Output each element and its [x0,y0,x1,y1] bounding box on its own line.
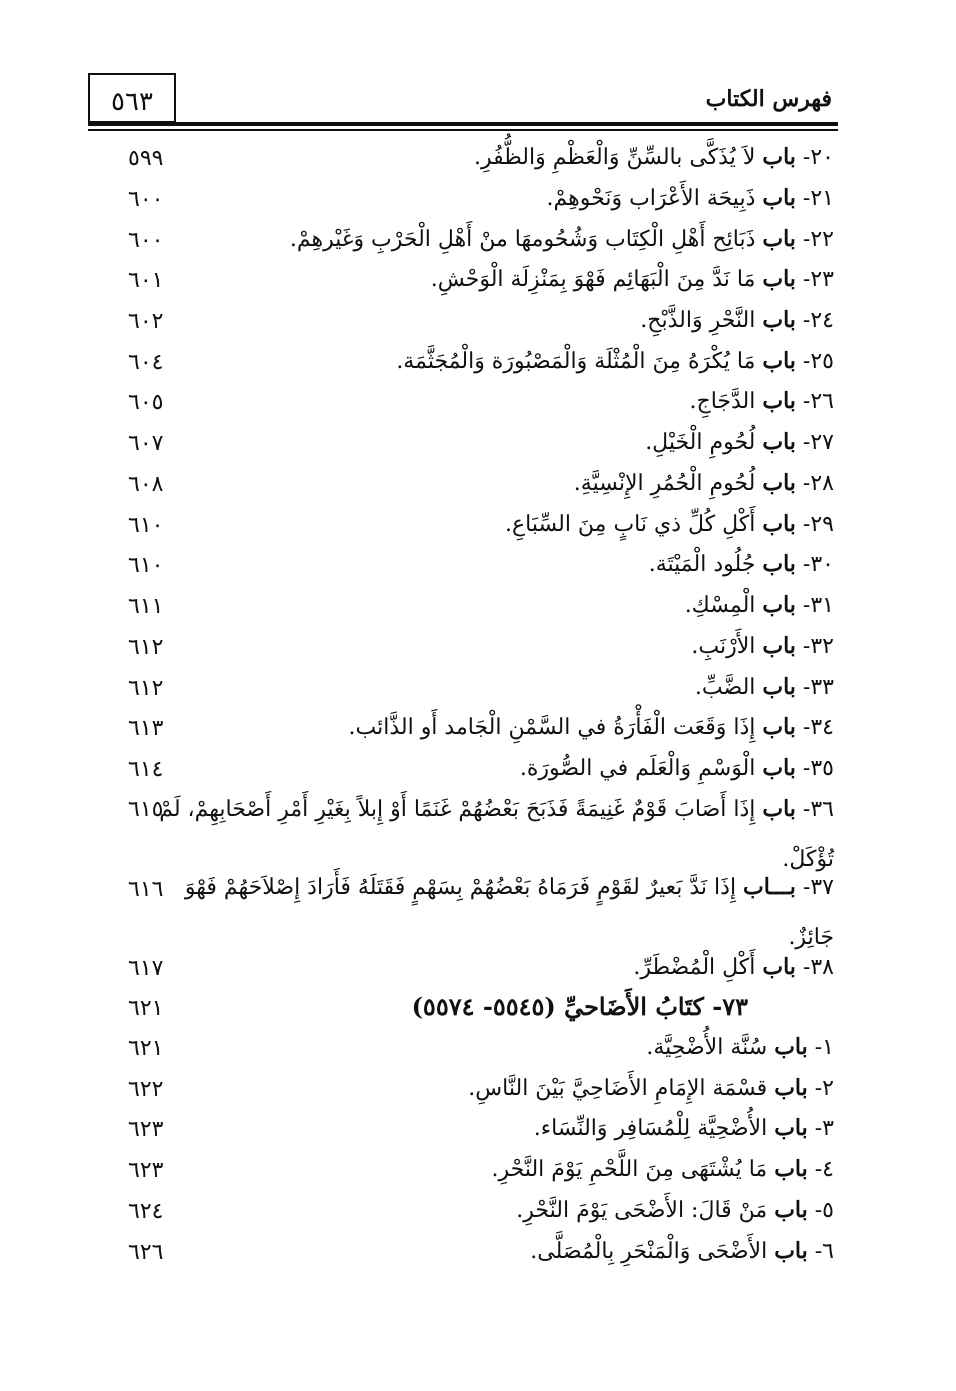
entry-title: ٣٢- باب الأَرْنَبِ. [691,633,834,659]
entry-title: ٢٩- باب أَكْلِ كُلِّ ذي نَابٍ مِنَ السِّبَاعِ. [505,511,834,537]
entry-title: ٢٠- باب لاَ يُذَكَّى بالسِّنِّ وَالْعَظْمِ وَالظُّفُرِ. [473,144,834,170]
entry-page-number: ٦٠٥ [128,390,164,415]
entry-title: ٢- باب قسْمَة الإِمَامِ الأَضَاحِيَّ بَيْنَ النَّاسِ. [468,1075,834,1101]
entry-title: ٣٦- باب إِذَا أَصَابَ قَوْمٌ غَنِيمَةً فَذَبَحَ بَعْضُهُمْ غَنَمًا أَوْ إِبلاً بِغَيْرِ أَمْرِ أَصْحَابِهِمْ، لَمْ تُؤْكَلْ. [159,796,834,872]
entry-page-number: ٦١٣ [128,716,164,741]
entry-page-number: ٥٩٩ [128,146,164,171]
bab-keyword: بـــاب [743,874,796,900]
entry-title: ٣١- باب الْمِسْكِ. [684,592,834,618]
bab-keyword: باب [762,796,796,822]
entry-page-number: ٦٢٢ [128,1077,164,1102]
bab-keyword: باب [762,266,796,292]
entry-page-number: ٦١٢ [128,676,164,701]
bab-keyword: باب [762,674,796,700]
entry-title: ٦- باب الأَضْحَى وَالْمَنْحَرِ بِالْمُصَلَّى. [530,1238,834,1264]
header-rule-thin [88,129,838,131]
page-number: ٥٦٣ [111,87,153,117]
bab-keyword: باب [762,226,796,252]
entry-title: ٢٤- باب النَّحْرِ وَالذَّبْحِ. [640,307,834,333]
entry-page-number: ٦٠٤ [128,350,164,375]
entry-page-number: ٦٢٦ [128,1240,164,1265]
entry-title: ٢٢- باب ذَبَائِح أَهْلِ الْكِتَاب وَشُحُومهَا منْ أَهْلِ الْحَرْبِ وَغَيْرهِمْ. [289,226,834,252]
entry-title: ٢٣- باب مَا نَدَّ مِنَ الْبَهَائِم فَهْوَ بِمَنْزِلَة الْوَحْشِ. [430,266,834,292]
entry-page-number: ٦١٠ [128,553,164,578]
entry-title: ٣٠- باب جُلُود الْمَيْتَة. [648,551,834,577]
entry-page-number: ٦٢٣ [128,1158,164,1183]
entry-page-number: ٦١٧ [128,956,164,981]
bab-keyword: باب [762,592,796,618]
bab-keyword: باب [762,633,796,659]
bab-keyword: باب [762,429,796,455]
entry-page-number: ٦٠٧ [128,431,164,456]
entry-title: ٥- باب مَنْ قَالَ: الأَضْحَى يَوْمَ النَّحْرِ. [516,1197,834,1223]
page-number-box [88,73,176,123]
entry-title: ٣٤- باب إِذَا وَقَعَت الْفَأْرَةُ في السَّمْنِ الْجَامد أَو الذَّائب. [348,714,834,740]
entry-page-number: ٦١٠ [128,513,164,538]
bab-keyword: باب [774,1238,808,1264]
entry-page-number: ٦٢٣ [128,1117,164,1142]
entry-page-number: ٦١٦ [128,877,164,902]
entry-title: ٣٨- باب أَكْلِ الْمُضْطَرِّ. [633,954,834,980]
bab-keyword: باب [774,1115,808,1141]
bab-keyword: باب [762,348,796,374]
entry-title: ٤- باب مَا يُشْتَهَى مِنَ اللَّحْمِ يَوْمَ النَّحْرِ. [491,1156,834,1182]
entry-title: ٢١- باب ذَبِيحَة الأَعْرَاب وَنَحْوهِمْ. [546,185,834,211]
book-heading-title: ٧٣- كتَابُ الأَضَاحيِّ (٥٥٤٥- ٥٥٧٤) [411,992,748,1021]
entry-title: ٢٦- باب الدَّجَاجِ. [689,388,834,414]
bab-keyword: باب [774,1075,808,1101]
bab-keyword: باب [762,388,796,414]
entry-page-number: ٦١٥ [128,797,164,822]
bab-keyword: باب [762,755,796,781]
entry-title: ٢٧- باب لُحُومِ الْخَيْلِ. [645,429,834,455]
entry-page-number: ٦١٤ [128,757,164,782]
entry-title: ١- باب سُنَّة الأُضْحِيَّة. [646,1034,834,1060]
entry-page-number: ٦٠٠ [128,228,164,253]
bab-keyword: باب [762,470,796,496]
entry-page-number: ٦١٢ [128,635,164,660]
bab-keyword: باب [762,144,796,170]
bab-keyword: باب [762,511,796,537]
entry-page-number: ٦١١ [128,594,164,619]
entry-title: ٣٥- باب الْوَسْمِ وَالْعَلَم في الصُّورَة. [519,755,834,781]
bab-keyword: باب [762,714,796,740]
entry-title: ٣- باب الأُضْحِيَّة لِلْمُسَافِر وَالنِّسَاء. [533,1115,834,1141]
entry-title: ٢٨- باب لُحُومِ الْحُمُرِ الإِنْسِيَّةِ. [573,470,834,496]
entry-page-number: ٦٠٢ [128,309,164,334]
running-header-title: فهرس الكتاب [705,86,832,112]
bab-keyword: باب [762,185,796,211]
bab-keyword: باب [774,1034,808,1060]
entry-title: ٢٥- باب مَا يُكْرَهُ مِنَ الْمُثْلَة وَالْمَصْبُورَة وَالْمُجَثَّمَة. [396,348,834,374]
entry-page-number: ٦٠٠ [128,187,164,212]
bab-keyword: باب [762,551,796,577]
bab-keyword: باب [762,954,796,980]
entry-page-number: ٦٠١ [128,268,164,293]
entry-page-number: ٦٢١ [128,1036,164,1061]
entry-page-number: ٦٠٨ [128,472,164,497]
bab-keyword: باب [774,1197,808,1223]
header-rule-thick [88,122,838,126]
entry-page-number: ٦٢١ [128,996,164,1021]
bab-keyword: باب [762,307,796,333]
bab-keyword: باب [774,1156,808,1182]
entry-title: ٣٧- بـــاب إِذَا نَدَّ بَعيرٌ لقَوْمٍ فَرَمَاهُ بَعْضُهُمْ بِسَهْمٍ فَقَتَلَهُ فَأَرَادَ إِصْلاَحَهُمْ فَهْوَ جَائِزٌ. [184,874,834,950]
entry-page-number: ٦٢٤ [128,1199,164,1224]
entry-title: ٣٣- باب الضَّبِّ. [694,674,834,700]
